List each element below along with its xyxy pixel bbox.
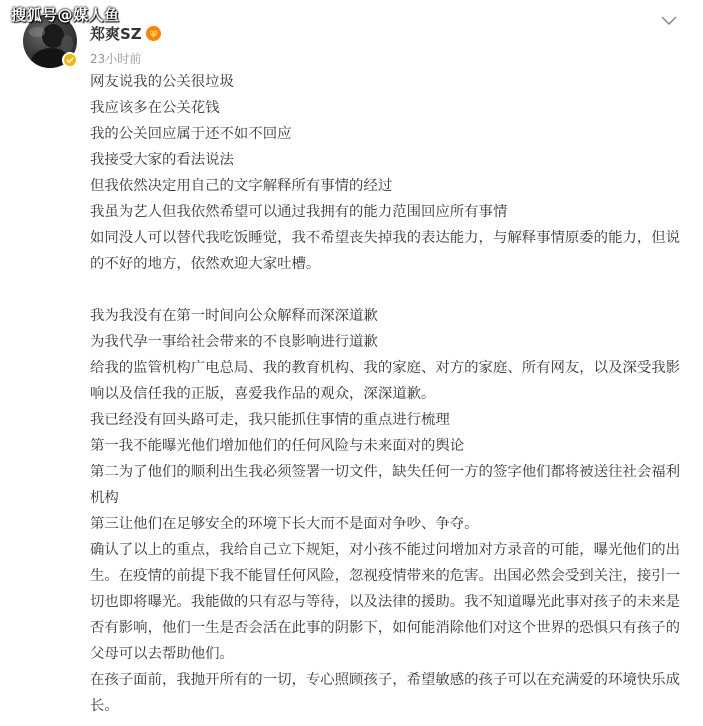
post-paragraph: 我虽为艺人但我依然希望可以通过我拥有的能力范围回应所有事情 [90, 204, 508, 220]
post-paragraph: 如同没人可以替代我吃饭睡觉，我不希望丧失掉我的表达能力，与解释事情原委的能力，但说的不好的地方，依然欢迎大家吐槽。 [90, 230, 681, 272]
post-paragraph: 我应该多在公关花钱 [90, 100, 220, 116]
post-paragraph: 但我依然决定用自己的文字解释所有事情的经过 [90, 178, 393, 194]
post-timestamp[interactable]: 23小时前 [90, 52, 142, 66]
post-paragraph: 我为我没有在第一时间向公众解释而深深道歉 [90, 308, 378, 324]
post-paragraph: 给我的监管机构广电总局、我的教育机构、我的家庭、对方的家庭、所有网友，以及深受我影响以及信任我的正版，喜爱我作品的观众，深深道歉。 [90, 360, 681, 402]
author-name[interactable]: 郑爽SZ [90, 25, 142, 43]
vip-heart-icon[interactable] [146, 26, 161, 41]
post-paragraph: 第一我不能曝光他们增加他们的任何风险与未来面对的舆论 [90, 438, 465, 454]
post-paragraph: 在孩子面前，我抛开所有的一切，专心照顾孩子，希望敏感的孩子可以在充满爱的环境快乐成长。 [90, 672, 681, 714]
post-paragraph: 我已经没有回头路可走，我只能抓住事情的重点进行梳理 [90, 412, 450, 428]
chevron-down-icon [661, 16, 677, 25]
verified-badge-icon [62, 52, 78, 68]
watermark: 搜狐号@媒人鱼 [11, 6, 120, 24]
post-paragraph: 为我代孕一事给社会带来的不良影响进行道歉 [90, 334, 378, 350]
more-options-button[interactable] [659, 14, 679, 26]
post-paragraph: 确认了以上的重点，我给自己立下规矩，对小孩不能过问增加对方录音的可能，曝光他们的出生。在疫情的前提下我不能冒任何风险，忽视疫情带来的危害。出国必然会受到关注，接引一切也即将曝光。我能做的只有忍与等待，以及法律的援助。我不知道曝光此事对孩子的未来是否有影响，他们一生是否会活在此事的阴影下，如何能消除他们对这个世界的恐惧只有孩子的父母可以去帮助他们。 [90, 542, 681, 662]
post-paragraph: 第三让他们在足够安全的环境下长大而不是面对争吵、争夺。 [90, 516, 479, 532]
post-paragraph: 网友说我的公关很垃圾 [90, 74, 234, 90]
post-paragraph: 我接受大家的看法说法 [90, 152, 234, 168]
post-body [90, 69, 690, 719]
paragraph-spacer [90, 277, 690, 303]
author-row [90, 23, 161, 44]
post-paragraph: 第二为了他们的顺利出生我必须签署一切文件，缺失任何一方的签字他们都将被送往社会福利机构 [90, 464, 681, 506]
post-paragraph: 我的公关回应属于还不如不回应 [90, 126, 292, 142]
